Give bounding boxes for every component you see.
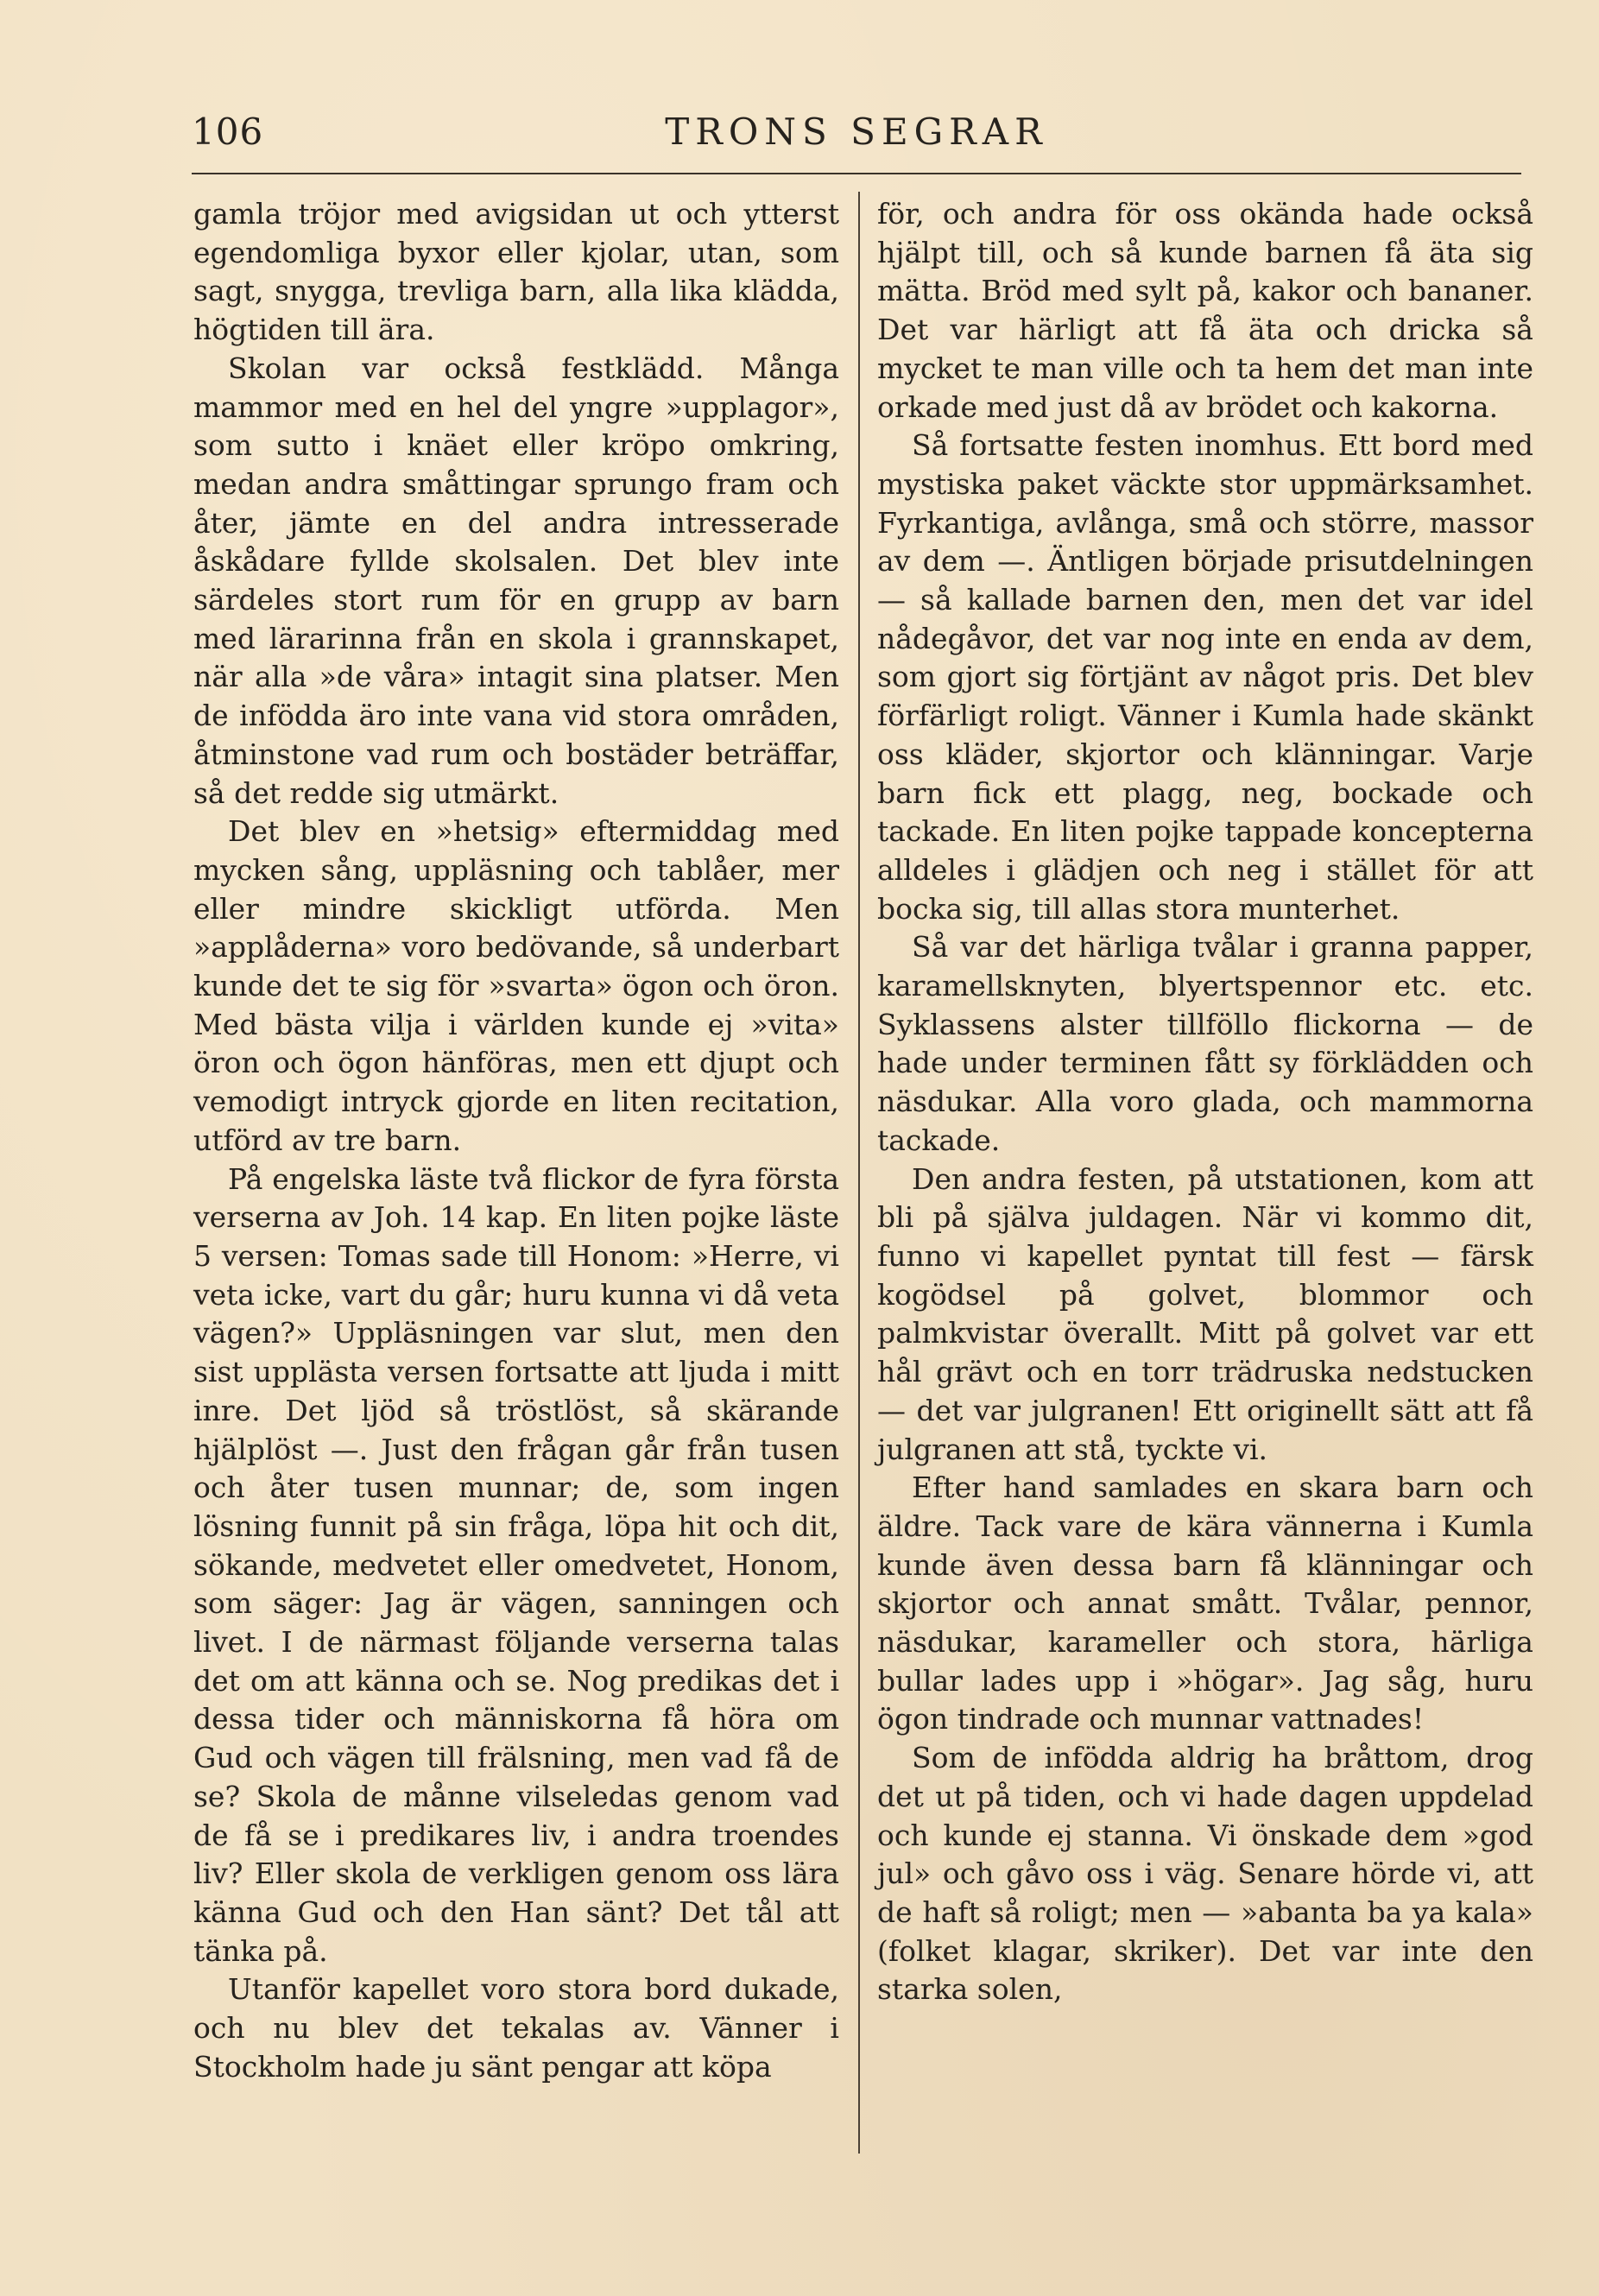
paragraph: Så var det härliga tvålar i granna papper, karamellsknyten, blyertspennor etc. etc. Syklassens alster tillföllo flickorna — de hade under terminen fått sy förklädden och näsdukar. Alla voro glada, och mammorna tackade.	[877, 930, 1533, 1157]
paragraph: Den andra festen, på utstationen, kom att bli på själva juldagen. När vi kommo dit, funno vi kapellet pyntat till fest — färsk kogödsel på golvet, blommor och palmkvistar överallt. Mitt på golvet var ett hål grävt och en torr trädruska nedstucken — det var julgranen! Ett originellt sätt att få julgranen att stå, tyckte vi.	[877, 1161, 1533, 1466]
paragraph: Som de infödda aldrig ha bråttom, drog det ut på tiden, och vi hade dagen uppdelad och kunde ej stanna. Vi önskade dem »god jul» och gåvo oss i väg. Senare hörde vi, att de haft så roligt; men — »abanta ba ya kala» (folket klagar, skriker). Det var inte den starka solen,	[877, 1741, 1533, 2007]
page-number: 106	[192, 111, 264, 153]
paragraph: Efter hand samlades en skara barn och äldre. Tack vare de kära vännerna i Kumla kunde även dessa barn få klänningar och skjortor och annat smått. Tvålar, pennor, näsdukar, karameller och stora, härliga bullar lades upp i »högar». Jag såg, huru ögon tindrade och munnar vattnades!	[877, 1471, 1533, 1736]
running-title: TRONS SEGRAR	[665, 111, 1048, 153]
paragraph: Utanför kapellet voro stora bord dukade, och nu blev det tekalas av. Vänner i Stockholm hade ju sänt pengar att köpa	[193, 1972, 839, 2084]
paragraph: Så fortsatte festen inomhus. Ett bord med mystiska paket väckte stor uppmärksamhet. Fyrkantiga, avlånga, små och större, massor av dem —. Äntligen började prisutdelningen — så kallade barnen den, men det var idel nådegåvor, det var nog inte en enda av dem, som gjort sig förtjänt av något pris. Det blev förfärligt roligt. Vänner i Kumla hade skänkt oss kläder, skjortor och klänningar. Varje barn fick ett plagg, neg, bockade och tackade. En liten pojke tappade koncepterna alldeles i glädjen och neg i stället för att bocka sig, till allas stora munterhet.	[877, 428, 1533, 926]
paragraph: På engelska läste två flickor de fyra första verserna av Joh. 14 kap. En liten pojke läste 5 versen: Tomas sade till Honom: »Herre, vi veta icke, vart du går; huru kunna vi då veta vägen?» Uppläsningen var slut, men den sist upplästa versen fortsatte att ljuda i mitt inre. Det ljöd så tröstlöst, så skärande hjälplöst —. Just den frågan går från tusen och åter tusen munnar; de, som ingen lösning funnit på sin fråga, löpa hit och dit, sökande, medvetet eller omedvetet, Honom, som säger: Jag är vägen, sanningen och livet. I de närmast följande verserna talas det om att känna och se. Nog predikas det i dessa tider och människorna få höra om Gud och vägen till frälsning, men vad få de se? Skola de månne vilseledas genom vad de få se i predikares liv, i andra troendes liv? Eller skola de verkligen genom oss lära känna Gud och den Han sänt? Det tål att tänka på.	[193, 1161, 839, 1968]
right-column	[877, 195, 1533, 2009]
paragraph: Det blev en »hetsig» eftermiddag med mycken sång, uppläsning och tablåer, mer eller mindre skickligt utförda. Men »applåderna» voro bedövande, så underbart kunde det te sig för »svarta» ögon och öron. Med bästa vilja i världen kunde ej »vita» öron och ögon hänföras, men ett djupt och vemodigt intryck gjorde en liten recitation, utförd av tre barn.	[193, 814, 839, 1157]
page-header	[192, 111, 1521, 166]
paragraph: Skolan var också festklädd. Många mammor med en hel del yngre »upplagor», som sutto i knäet eller kröpo omkring, medan andra småttingar sprungo fram och åter, jämte en del andra intresserade åskådare fyllde skolsalen. Det blev inte särdeles stort rum för en grupp av barn med lärarinna från en skola i grannskapet, när alla »de våra» intagit sina platser. Men de infödda äro inte vana vid stora områden, åtminstone vad rum och bostäder beträffar, så det redde sig utmärkt.	[193, 351, 839, 810]
paragraph: för, och andra för oss okända hade också hjälpt till, och så kunde barnen få äta sig mätta. Bröd med sylt på, kakor och bananer. Det var härligt att få äta och dricka så mycket te man ville och ta hem det man inte orkade med just då av brödet och kakorna.	[877, 197, 1533, 424]
left-column	[193, 195, 839, 2086]
header-rule	[192, 173, 1521, 174]
column-divider	[858, 192, 860, 2154]
paragraph: gamla tröjor med avigsidan ut och ytterst egendomliga byxor eller kjolar, utan, som sagt, snygga, trevliga barn, alla lika klädda, högtiden till ära.	[193, 197, 839, 347]
